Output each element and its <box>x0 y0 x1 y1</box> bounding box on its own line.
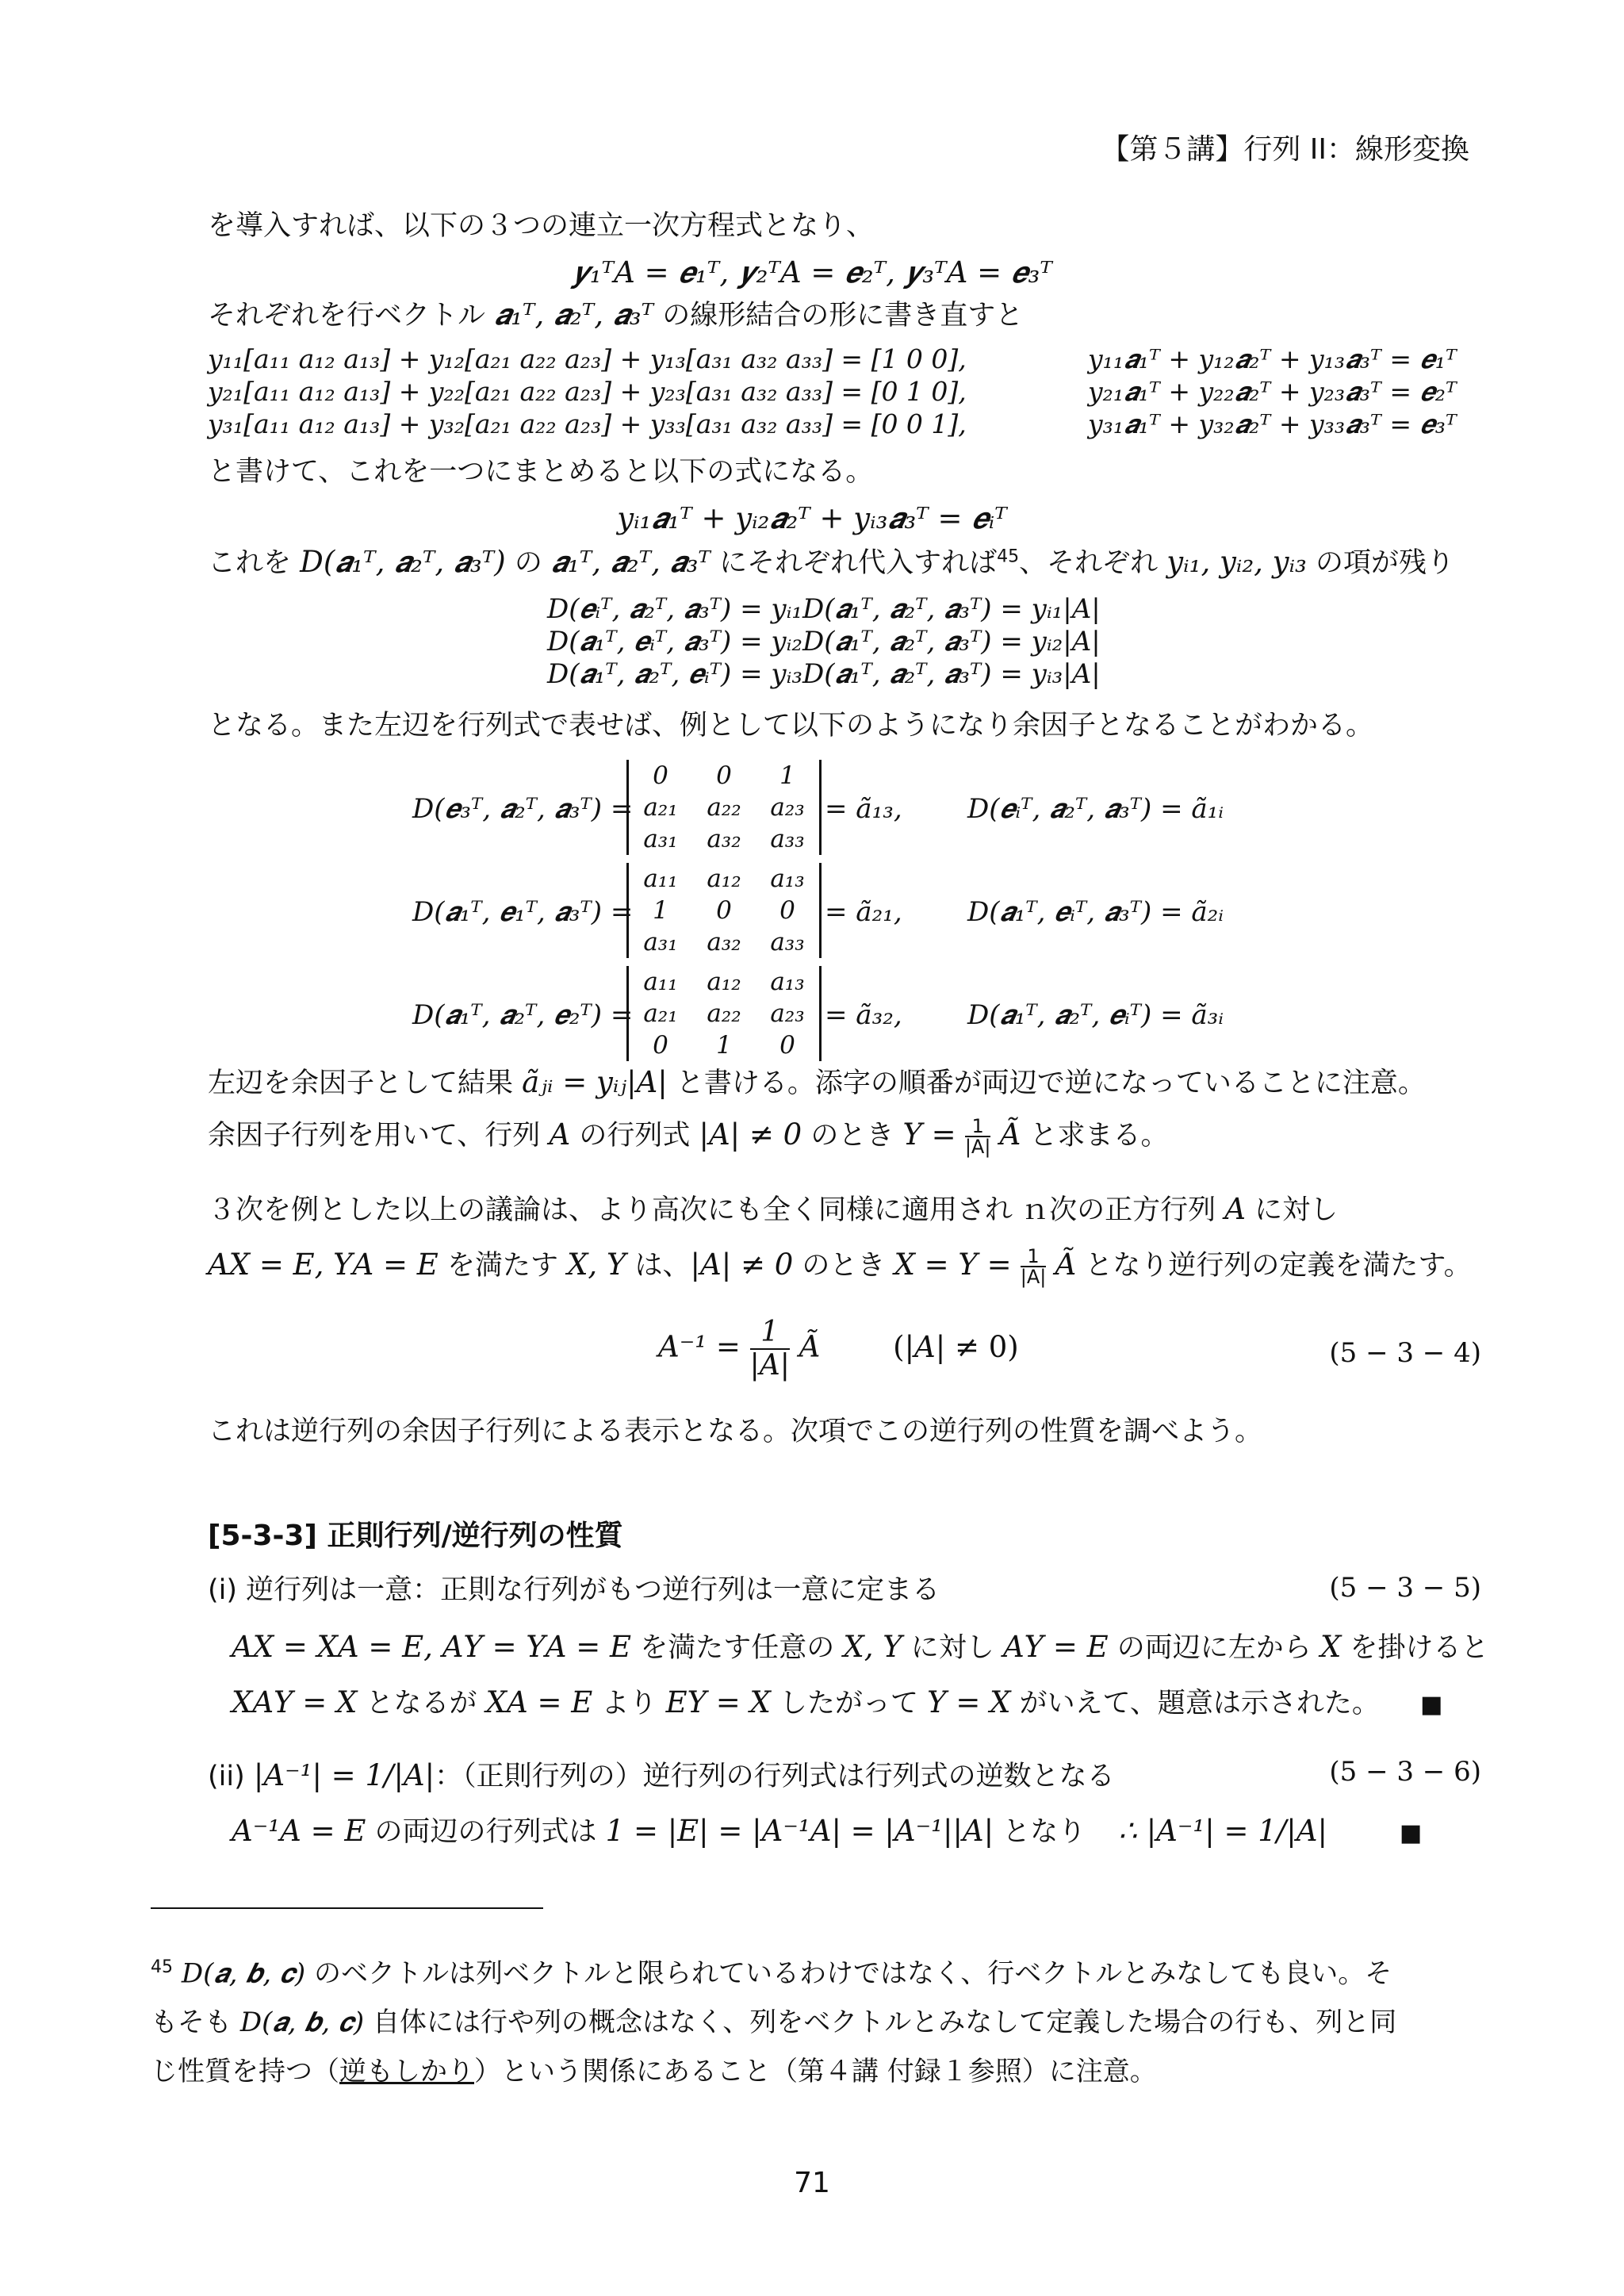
paragraph-summary: これは逆行列の余因子行列による表示となる。次項でこの逆行列の性質を調べよう。 <box>208 1416 1263 1447</box>
footnote-line: じ性質を持つ（逆もしかり）という関係にあること（第４講 付録１参照）に注意。 <box>151 2056 1157 2088</box>
linear-system <box>208 343 1457 440</box>
system-row: y₂₁[a₁₁ a₁₂ a₁₃] + y₂₂[a₂₁ a₂₂ a₂₃] + y₂₃[a₃₁ a₃₂ a₃₃] = [0 1 0], y₂₁𝒂₁ᵀ + y₂₂𝒂₂ᵀ + y₂₃𝒂₃ᵀ = 𝒆₂ᵀ <box>208 376 1457 407</box>
matrix-row: a₃₁ a₃₂ a₃₃ <box>643 928 805 956</box>
matrix-row: a₂₁ a₂₂ a₂₃ <box>643 793 805 822</box>
footnote-ref[interactable]: 45 <box>997 546 1020 567</box>
footnote-45 <box>151 1943 1483 2096</box>
matrix-row: a₃₁ a₃₂ a₃₃ <box>643 825 805 853</box>
matrix-row: a₁₁ a₁₂ a₁₃ <box>643 968 805 996</box>
paragraph-definition: 𝐴𝑋 = 𝐸, 𝑌𝐴 = 𝐸 を満たす 𝑋, 𝑌 は、|𝐴| ≠ 0 のとき 𝑋 = 𝑌 = $\frac{1}{|A|}$ Ã となり逆行列の定義を満たす。 <box>208 1245 1472 1288</box>
footnote-line: $^{45}$ 𝐷(𝒂, 𝒃, 𝒄) のベクトルは列ベクトルと限られているわけではなく、行ベクトルとみなしても良い。そ <box>151 1957 1392 1990</box>
equation-inverse: 𝐴⁻¹ = $\frac{1}{\text{|𝐴|}}$ Ã (|𝐴| ≠ 0) <box>658 1316 1019 1382</box>
item-determinant-line1: 𝐴⁻¹𝐴 = 𝐸 の両辺の行列式は 1 = |𝐸| = |𝐴⁻¹𝐴| = |𝐴⁻¹||𝐴| となり ∴ |𝐴⁻¹| = 1/|𝐴| ■ <box>232 1814 1423 1848</box>
matrix-row: a₂₁ a₂₂ a₂₃ <box>643 999 805 1028</box>
determinant-matrix <box>626 760 822 855</box>
paragraph-cofactor: となる。また左辺を行列式で表せば、例として以下のようになり余因子となることがわかる。 <box>208 710 1374 742</box>
paragraph-result: 左辺を余因子として結果 ãⱼᵢ = yᵢⱼ|𝐴| と書ける。添字の順番が両辺で逆になっていることに注意。 <box>208 1065 1426 1099</box>
running-header: 【第５講】行列 II：線形変換 <box>1101 133 1469 166</box>
determinant-matrix <box>626 863 822 958</box>
paragraph-rewrite: それぞれを行ベクトル 𝒂₁ᵀ, 𝒂₂ᵀ, 𝒂₃ᵀ の線形結合の形に書き直すと <box>208 297 1024 332</box>
underlined-text: 逆もしかり <box>339 2056 474 2088</box>
d-equation: 𝐷(𝒂₁ᵀ, 𝒆ᵢᵀ, 𝒂₃ᵀ) = yᵢ₂𝐷(𝒂₁ᵀ, 𝒂₂ᵀ, 𝒂₃ᵀ) = yᵢ₂|𝐴| <box>547 626 1101 657</box>
determinant-equations <box>547 593 1101 691</box>
item-uniqueness-line1: 𝐴𝑋 = 𝑋𝐴 = 𝐸, 𝐴𝑌 = 𝑌𝐴 = 𝐸 を満たす任意の 𝑋, 𝑌 に対し 𝐴𝑌 = 𝐸 の両辺に左から 𝑋 を掛けると <box>232 1630 1489 1664</box>
equation-number: (5 − 3 − 4) <box>1329 1337 1481 1369</box>
section-title: [5-3-3] 正則行列/逆行列の性質 <box>208 1520 623 1552</box>
qed-mark: ■ <box>1420 1691 1443 1719</box>
fraction: $\frac{1}{\text{|𝐴|}}$ <box>749 1316 790 1382</box>
footnote-number: 45 <box>151 1957 173 1977</box>
equation-number: (5 − 3 − 5) <box>1329 1572 1481 1604</box>
system-row: y₃₁[a₁₁ a₁₂ a₁₃] + y₃₂[a₂₁ a₂₂ a₂₃] + y₃₃[a₃₁ a₃₂ a₃₃] = [0 0 1], y₃₁𝒂₁ᵀ + y₃₂𝒂₂ᵀ + y₃₃𝒂₃ᵀ = 𝒆₃ᵀ <box>208 408 1457 439</box>
determinant-matrix <box>626 966 822 1061</box>
d-equation: 𝐷(𝒂₁ᵀ, 𝒂₂ᵀ, 𝒆ᵢᵀ) = yᵢ₃𝐷(𝒂₁ᵀ, 𝒂₂ᵀ, 𝒂₃ᵀ) = yᵢ₃|𝐴| <box>547 658 1101 690</box>
paragraph-intro: を導入すれば、以下の３つの連立一次方程式となり、 <box>208 210 875 242</box>
d-equation: 𝐷(𝒆ᵢᵀ, 𝒂₂ᵀ, 𝒂₃ᵀ) = yᵢ₁𝐷(𝒂₁ᵀ, 𝒂₂ᵀ, 𝒂₃ᵀ) = yᵢ₁|𝐴| <box>547 593 1101 625</box>
paragraph-inverse-form: 余因子行列を用いて、行列 𝐴 の行列式 |𝐴| ≠ 0 のとき 𝑌 = $\frac{1}{|A|}$ Ã と求まる。 <box>208 1115 1169 1158</box>
system-row: y₁₁[a₁₁ a₁₂ a₁₃] + y₁₂[a₂₁ a₂₂ a₂₃] + y₁₃[a₃₁ a₃₂ a₃₃] = [1 0 0], y₁₁𝒂₁ᵀ + y₁₂𝒂₂ᵀ + y₁₃𝒂₃ᵀ = 𝒆₁ᵀ <box>208 343 1457 374</box>
equation-combined: yᵢ₁𝒂₁ᵀ + yᵢ₂𝒂₂ᵀ + yᵢ₃𝒂₃ᵀ = 𝒆ᵢᵀ <box>617 501 1007 535</box>
paragraph-generalize: ３次を例とした以上の議論は、より高次にも全く同様に適用され ｎ次の正方行列 𝐴 に対し <box>208 1192 1339 1226</box>
fraction: $\frac{1}{|A|}$ <box>1020 1245 1047 1288</box>
paragraph-combine: と書けて、これを一つにまとめると以下の式になる。 <box>208 456 874 488</box>
matrix-row: 1 0 0 <box>653 896 795 925</box>
matrix-row: 0 0 1 <box>653 761 795 790</box>
equation-y-transpose: 𝒚₁ᵀ𝐴 = 𝒆₁ᵀ, 𝒚₂ᵀ𝐴 = 𝒆₂ᵀ, 𝒚₃ᵀ𝐴 = 𝒆₃ᵀ <box>572 255 1052 289</box>
matrix-row: a₁₁ a₁₂ a₁₃ <box>643 864 805 893</box>
equation-number: (5 − 3 − 6) <box>1329 1756 1481 1788</box>
page-number: 71 <box>794 2167 830 2199</box>
fraction: $\frac{1}{|A|}$ <box>964 1115 991 1158</box>
row-vectors-math: 𝒂₁ᵀ, 𝒂₂ᵀ, 𝒂₃ᵀ <box>494 297 654 332</box>
footnote-divider <box>151 1907 543 1909</box>
document-page: 【第５講】行列 II：線形変換 を導入すれば、以下の３つの連立一次方程式となり、 𝒚₁ᵀ𝐴 = 𝒆₁ᵀ, 𝒚₂ᵀ𝐴 = 𝒆₂ᵀ, 𝒚₃ᵀ𝐴 = 𝒆₃ᵀ それぞれを行ベクトル 𝒂₁ᵀ, 𝒂₂ᵀ, 𝒂₃ᵀ の線形結合の形に書き直すと y₁₁[a₁₁ a₁₂ a₁₃] + y₁₂[a₂₁ a₂₂ a₂₃] + y₁₃[a₃₁ a₃₂ a₃₃] = [1 0 0], y₁₁𝒂₁ᵀ + y₁₂𝒂₂ᵀ + y₁₃𝒂₃ᵀ = 𝒆₁ᵀ y₂₁[a₁₁ a₁₂ a₁₃] + y₂₂[a₂₁ a₂₂ a₂₃] + y₂₃[a₃₁ a₃₂ a₃₃] = [0 1 0], y₂₁𝒂₁ᵀ + y₂₂𝒂₂ᵀ + y₂₃𝒂₃ᵀ = 𝒆₂ᵀ y₃₁[a₁₁ a₁₂ a₁₃] + y₃₂[a₂₁ a₂₂ a₂₃] + y₃₃[a₃₁ a₃₂ a₃₃] = [0 0 1], y₃₁𝒂₁ᵀ + y₃₂𝒂₂ᵀ + y₃₃𝒂₃ᵀ = 𝒆₃ᵀ と書けて、これを一つにまとめると以下の式になる。 yᵢ₁𝒂₁ᵀ + yᵢ₂𝒂₂ᵀ + yᵢ₃𝒂₃ᵀ = 𝒆ᵢᵀ これを 𝐷(𝒂₁ᵀ, 𝒂₂ᵀ, 𝒂₃ᵀ) の 𝒂₁ᵀ, 𝒂₂ᵀ, 𝒂₃ᵀ にそれぞれ代入すれば$^{45}$、それぞれ yᵢ₁, yᵢ₂, yᵢ₃ の項が残り 𝐷(𝒆ᵢᵀ, 𝒂₂ᵀ, 𝒂₃ᵀ) = yᵢ₁𝐷(𝒂₁ᵀ, 𝒂₂ᵀ, 𝒂₃ᵀ) = yᵢ₁|𝐴| 𝐷(𝒂₁ᵀ, 𝒆ᵢᵀ, 𝒂₃ᵀ) = yᵢ₂𝐷(𝒂₁ᵀ, 𝒂₂ᵀ, 𝒂₃ᵀ) = yᵢ₂|𝐴| 𝐷(𝒂₁ᵀ, 𝒂₂ᵀ, 𝒆ᵢᵀ) = yᵢ₃𝐷(𝒂₁ᵀ, 𝒂₂ᵀ, 𝒂₃ᵀ) = yᵢ₃|𝐴| となる。また左辺を行列式で表せば、例として以下のようになり余因子となることがわかる。 𝐷(𝒆₃ᵀ, 𝒂₂ᵀ, 𝒂₃ᵀ) = 0 0 1 a₂₁ a₂₂ a₂₃ a₃₁ a₃₂ a₃₃ = ã₁₃, 𝐷(𝒆ᵢᵀ, 𝒂₂ᵀ, 𝒂₃ᵀ) = ã₁ᵢ 𝐷(𝒂₁ᵀ, 𝒆₁ᵀ, 𝒂₃ᵀ) = a₁₁ a₁₂ a₁₃ 1 0 0 a₃₁ a₃₂ a₃₃ = ã₂₁, 𝐷(𝒂₁ᵀ, 𝒆ᵢᵀ, 𝒂₃ᵀ) = ã₂ᵢ 𝐷(𝒂₁ᵀ, 𝒂₂ᵀ, 𝒆₂ᵀ) = a₁₁ a₁₂ a₁₃ a₂₁ a₂₂ a₂₃ 0 1 0 = ã₃₂, 𝐷(𝒂₁ᵀ, 𝒂₂ᵀ, 𝒆ᵢᵀ) = ã₃ᵢ 左辺を余因子として結果 ãⱼᵢ = yᵢⱼ|𝐴| と書ける。添字の順番が両辺で逆になっていることに注意。 余因子行列を用いて、行列 𝐴 の行列式 |𝐴| ≠ 0 のとき 𝑌 = $\frac{1}{|A|}$ Ã と求まる。 ３次を例とした以上の議論は、より高次にも全く同様に適用され ｎ次の正方行列 𝐴 に対し 𝐴𝑋 = 𝐸, 𝑌𝐴 = 𝐸 を満たす 𝑋, 𝑌 は、|𝐴| ≠ 0 のとき 𝑋 = 𝑌 = $\frac{1}{|A|}$ Ã となり逆行列の定義を満たす。 𝐴⁻¹ = $\frac{1}{\text{|𝐴|}}$ Ã (|𝐴| ≠ 0) (5 − 3 − 4) これは逆行列の余因子行列による表示となる。次項でこの逆行列の性質を調べよう。 [5-3-3] 正則行列/逆行列の性質 (i) 逆行列は一意：正則な行列がもつ逆行列は一意に定まる (5 − 3 − 5) 𝐴𝑋 = 𝑋𝐴 = 𝐸, 𝐴𝑌 = 𝑌𝐴 = 𝐸 を満たす任意の 𝑋, 𝑌 に対し 𝐴𝑌 = 𝐸 の両辺に左から 𝑋 を掛けると 𝑋𝐴𝑌 = 𝑋 となるが 𝑋𝐴 = 𝐸 より 𝐸𝑌 = 𝑋 したがって 𝑌 = 𝑋 がいえて、題意は示された。 ■ (ii) |𝐴⁻¹| = 1/|𝐴|：（正則行列の）逆行列の行列式は行列式の逆数となる (5 − 3 − 6) 𝐴⁻¹𝐴 = 𝐸 の両辺の行列式は 1 = |𝐸| = |𝐴⁻¹𝐴| = |𝐴⁻¹||𝐴| となり ∴ |𝐴⁻¹| = 1/|𝐴| ■ $^{45}$ 𝐷(𝒂, 𝒃, 𝒄) のベクトルは列ベクトルと限られているわけではなく、行ベクトルとみなしても良い。そ もそも 𝐷(𝒂, 𝒃, 𝒄) 自体には行や列の概念はなく、列をベクトルとみなして定義した場合の行も、列と同 じ性質を持つ（逆もしかり）という関係にあること（第４講 付録１参照）に注意。 71 <box>0 0 1624 2296</box>
footnote-line: もそも 𝐷(𝒂, 𝒃, 𝒄) 自体には行や列の概念はなく、列をベクトルとみなして定義した場合の行も、列と同 <box>151 2007 1397 2039</box>
matrix-row: 0 1 0 <box>653 1031 795 1060</box>
item-uniqueness-line2: 𝑋𝐴𝑌 = 𝑋 となるが 𝑋𝐴 = 𝐸 より 𝐸𝑌 = 𝑋 したがって 𝑌 = 𝑋 がいえて、題意は示された。 ■ <box>232 1685 1443 1719</box>
qed-mark: ■ <box>1400 1819 1423 1847</box>
paragraph-substitute: これを 𝐷(𝒂₁ᵀ, 𝒂₂ᵀ, 𝒂₃ᵀ) の 𝒂₁ᵀ, 𝒂₂ᵀ, 𝒂₃ᵀ にそれぞれ代入すれば$^{45}$、それぞれ yᵢ₁, yᵢ₂, yᵢ₃ の項が残り <box>208 545 1455 579</box>
item-uniqueness-title: (i) 逆行列は一意：正則な行列がもつ逆行列は一意に定まる <box>208 1574 940 1606</box>
item-determinant-title: (ii) |𝐴⁻¹| = 1/|𝐴|：（正則行列の）逆行列の行列式は行列式の逆数となる <box>208 1758 1115 1792</box>
